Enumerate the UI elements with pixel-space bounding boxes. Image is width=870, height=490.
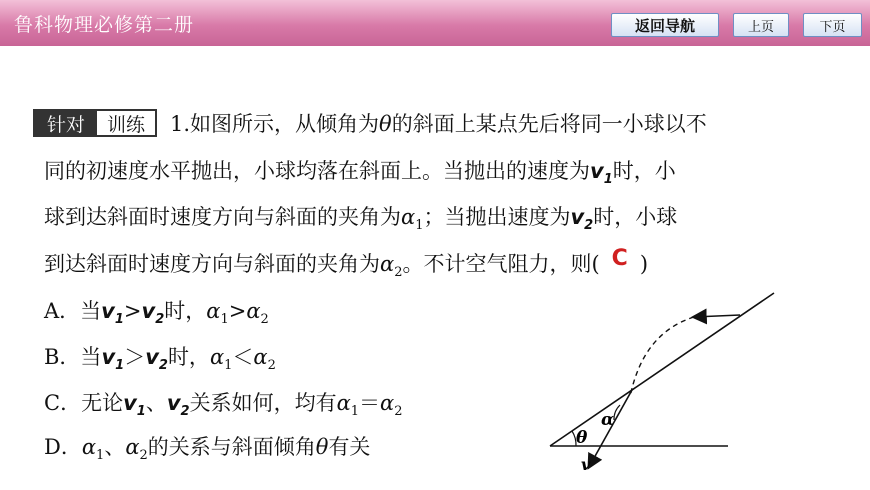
question-line-4: 到达斜面时速度方向与斜面的夹角为$\alpha_2$。不计空气阻力，则( C ) <box>44 246 649 281</box>
answer-mark: C <box>611 246 628 271</box>
question-line-1: 1.如图所示，从倾角为θ的斜面上某点先后将同一小球以不 <box>170 112 707 136</box>
next-page-button[interactable]: 下页 <box>803 13 862 37</box>
option-b[interactable]: B．当$v_1>v_2$时，$\alpha_1<\alpha_2$ <box>44 345 276 374</box>
option-d[interactable]: D．$\alpha_1$、$\alpha_2$的关系与斜面倾角θ有关 <box>44 435 371 464</box>
prev-page-button[interactable]: 上页 <box>733 13 789 37</box>
option-c[interactable]: C．无论$v_1$、$v_2$关系如何，均有$\alpha_1=\alpha_2$ <box>44 391 403 420</box>
question-line-2: 同的初速度水平抛出，小球均落在斜面上。当抛出的速度为$v_1$时，小 <box>44 159 676 188</box>
theta-label: θ <box>576 428 588 448</box>
tag-left: 针对 <box>35 111 97 135</box>
velocity-label: v <box>581 455 591 474</box>
incline-diagram <box>548 285 788 485</box>
option-a[interactable]: A．当$v_1>v_2$时，$\alpha_1>\alpha_2$ <box>44 299 269 328</box>
question-line-3: 球到达斜面时速度方向与斜面的夹角为$\alpha_1$；当抛出速度为$v_2$时，小球 <box>44 205 678 234</box>
book-title: 鲁科物理必修第二册 <box>14 14 195 36</box>
incline-line <box>550 293 774 446</box>
practice-tag <box>33 109 157 137</box>
launch-velocity-arrow <box>694 315 740 317</box>
header-bar <box>0 0 870 46</box>
alpha-label: α <box>601 410 615 430</box>
back-to-nav-button[interactable]: 返回导航 <box>611 13 719 37</box>
tag-right: 训练 <box>97 111 155 135</box>
